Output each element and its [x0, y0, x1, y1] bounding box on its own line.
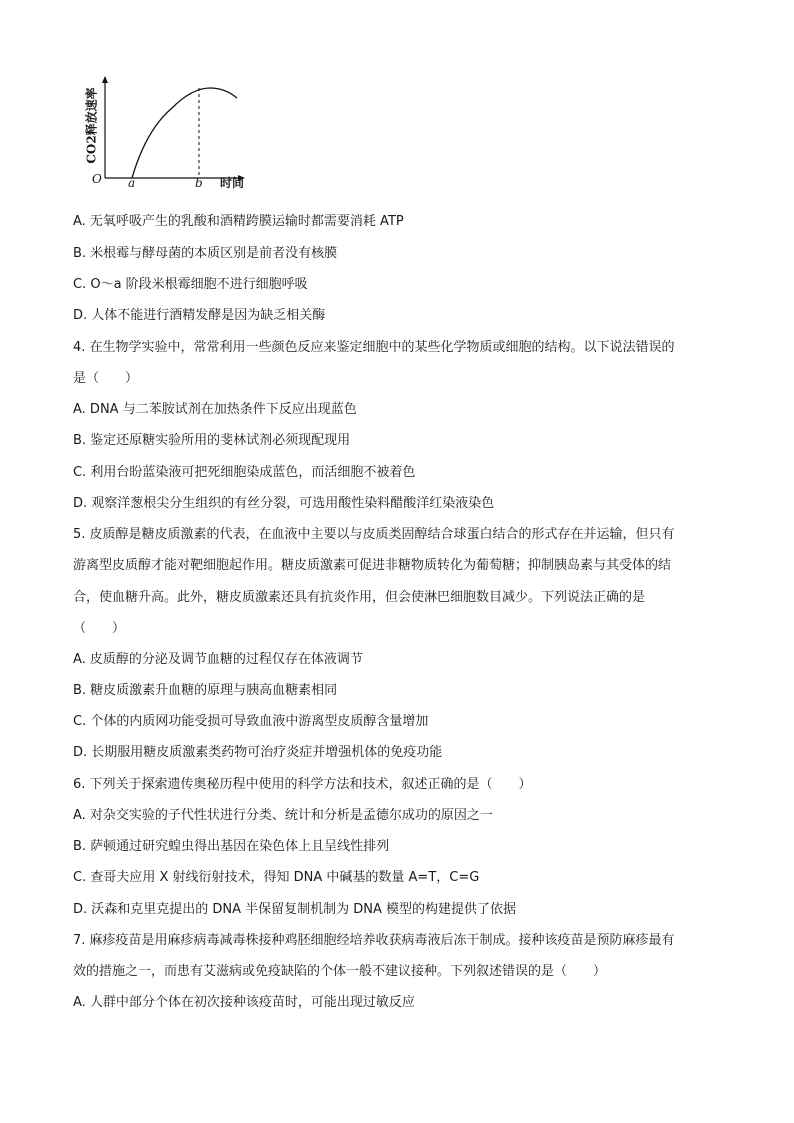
option-line: C. 查哥夫应用 X 射线衍射技术，得知 DNA 中碱基的数量 A=T，C=G	[73, 870, 480, 885]
option-line: B. 鉴定还原糖实验所用的斐林试剂必须现配现用	[73, 433, 351, 448]
option-line: D. 观察洋葱根尖分生组织的有丝分裂，可选用酸性染料醋酸洋红染液染色	[73, 496, 495, 511]
option-line: C. 个体的内质网功能受损可导致血液中游离型皮质醇含量增加	[73, 714, 429, 729]
question-line: 效的措施之一，而患有艾滋病或免疫缺陷的个体一般不建议接种。下列叙述错误的是（ ）	[73, 964, 607, 979]
question-line: 7. 麻疹疫苗是用麻疹病毒减毒株接种鸡胚细胞经培养收获病毒液后冻干制成。接种该疫苗是预防麻疹最有	[73, 933, 675, 948]
option-line: D. 沃森和克里克提出的 DNA 半保留复制机制为 DNA 模型的构建提供了依据	[73, 902, 517, 917]
option-line: A. DNA 与二苯胺试剂在加热条件下反应出现蓝色	[73, 402, 357, 417]
point-b-label: b	[195, 176, 203, 190]
rate-curve	[132, 88, 237, 178]
question-line: 游离型皮质醇才能对靶细胞起作用。糖皮质激素可促进非糖物质转化为葡萄糖；抑制胰岛素与其受体的结	[73, 558, 672, 573]
question-line: （ ）	[73, 621, 126, 636]
option-line: C. 利用台盼蓝染液可把死细胞染成蓝色，而活细胞不被着色	[73, 465, 416, 480]
question-line: 是（ ）	[73, 371, 139, 386]
option-line: A. 无氧呼吸产生的乳酸和酒精跨膜运输时都需要消耗 ATP	[73, 214, 404, 229]
question-line: 合，使血糖升高。此外，糖皮质激素还具有抗炎作用，但会使淋巴细胞数目减少。下列说法正确的是	[73, 590, 646, 605]
option-line: B. 糖皮质激素升血糖的原理与胰高血糖素相同	[73, 683, 338, 698]
option-line: A. 人群中部分个体在初次接种该疫苗时，可能出现过敏反应	[73, 995, 415, 1010]
option-line: A. 皮质醇的分泌及调节血糖的过程仅存在体液调节	[73, 652, 363, 667]
question-line: 6. 下列关于探索遗传奥秘历程中使用的科学方法和技术，叙述正确的是（ ）	[73, 777, 532, 792]
question-line: 5. 皮质醇是糖皮质激素的代表，在血液中主要以与皮质类固醇结合球蛋白结合的形式存在并运输，但只有	[73, 527, 675, 542]
x-axis-label: 时间	[220, 176, 245, 190]
co2-release-graph	[80, 68, 260, 198]
option-line: B. 萨顿通过研究蝗虫得出基因在染色体上且呈线性排列	[73, 839, 390, 854]
option-line: C. O～a 阶段米根霉细胞不进行细胞呼吸	[73, 277, 308, 292]
option-line: D. 人体不能进行酒精发酵是因为缺乏相关酶	[73, 308, 326, 323]
option-line: D. 长期服用糖皮质激素类药物可治疗炎症并增强机体的免疫功能	[73, 745, 443, 760]
question-line: 4. 在生物学实验中，常常利用一些颜色反应来鉴定细胞中的某些化学物质或细胞的结构。以下说法错误的	[73, 340, 675, 355]
origin-label: O	[92, 172, 102, 186]
option-line: A. 对杂交实验的子代性状进行分类、统计和分析是孟德尔成功的原因之一	[73, 808, 493, 823]
point-a-label: a	[128, 176, 136, 190]
y-axis-arrow	[102, 76, 108, 83]
y-axis-label: CO2释放速率	[84, 87, 99, 164]
option-line: B. 米根霉与酵母菌的本质区别是前者没有核膜	[73, 246, 338, 261]
